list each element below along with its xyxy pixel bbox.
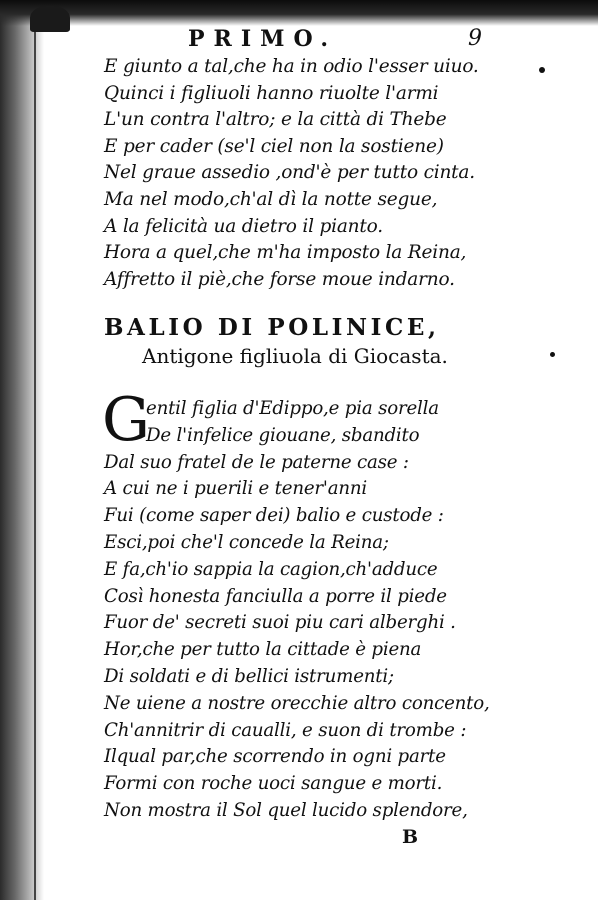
catchword: B (402, 826, 419, 848)
verse-line: Ch'annitrir di caualli, e suon di trombe : (104, 719, 467, 741)
verse-line: Ilqual par,che scorrendo in ogni parte (104, 746, 446, 768)
gutter-fold-line (34, 20, 36, 900)
verse-line: entil figlia d'Edippo,e pia sorella (146, 398, 439, 419)
verse-line: E per cader (se'l ciel non la sostiene) (104, 135, 444, 157)
book-page (44, 0, 598, 900)
running-head: PRIMO. (188, 26, 338, 52)
verse-block-top (104, 54, 479, 293)
verse-line: Non mostra il Sol quel lucido splendore, (104, 799, 468, 821)
page-gutter-shadow (0, 0, 44, 900)
verse-line: Affretto il piè,che forse moue indarno. (104, 268, 455, 290)
verse-line: Ne uiene a nostre orecchie altro concento, (104, 692, 490, 714)
verse-line: Esci,poi che'l concede la Reina; (104, 531, 389, 553)
speech-block (104, 396, 490, 825)
verse-line: Hor,che per tutto la cittade è piena (104, 639, 422, 661)
verse-line: Nel graue assedio ,ond'è per tutto cinta. (104, 162, 475, 184)
drop-cap-initial: G (102, 385, 150, 455)
verse-line: E giunto a tal,che ha in odio l'esser uiuo. (104, 56, 479, 77)
ink-speck (550, 352, 555, 357)
speaker-heading: BALIO DI POLINICE, (104, 314, 440, 341)
verse-line: Di soldati e di bellici istrumenti; (104, 665, 394, 687)
verse-line: L'un contra l'altro; e la città di Thebe (104, 109, 447, 131)
verse-line: Hora a quel,che m'ha imposto la Reina, (104, 242, 467, 264)
verse-line: Fuor de' secreti suoi piu cari alberghi . (104, 612, 456, 634)
verse-line: A cui ne i puerili e tener'anni (104, 478, 367, 500)
verse-line: Quinci i figliuoli hanno riuolte l'armi (104, 82, 439, 104)
ink-speck (539, 67, 545, 73)
verse-line: Fui (come saper dei) balio e custode : (104, 505, 444, 527)
verse-line: Così honesta fanciulla a porre il piede (104, 585, 447, 607)
speaker-subheading: Antigone figliuola di Giocasta. (142, 344, 448, 368)
verse-line: De l'infelice giouane, sbandito (146, 424, 420, 446)
verse-line: Formi con roche uoci sangue e morti. (104, 773, 443, 795)
verse-line: Ma nel modo,ch'al dì la notte segue, (104, 188, 438, 210)
page-number: 9 (468, 26, 482, 51)
verse-line: E fa,ch'io sappia la cagion,ch'adduce (104, 558, 438, 580)
verse-line: A la felicità ua dietro il pianto. (104, 215, 383, 237)
verse-line: Dal suo fratel de le paterne case : (104, 451, 409, 473)
